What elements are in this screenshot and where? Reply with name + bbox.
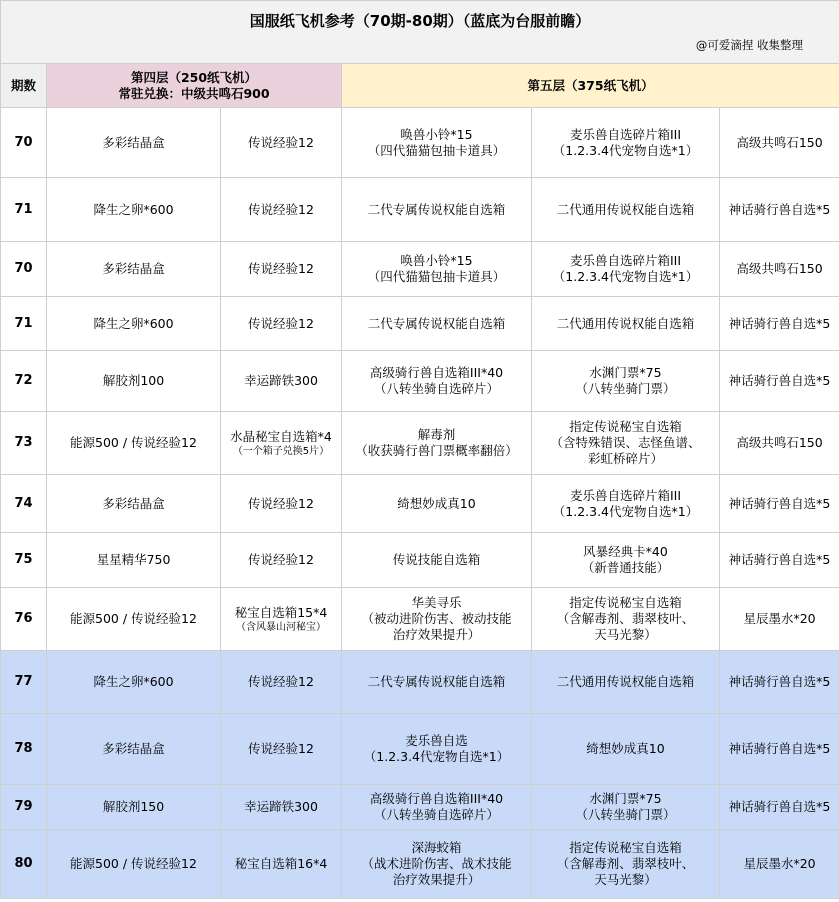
cell-text-line: 秘宝自选箱15*4 [234, 604, 328, 620]
cell-text-line: （含解毒剂、翡翠枝叶、 [556, 611, 695, 626]
layer5-reward-b-cell [532, 108, 720, 178]
cell-text-line: 神话骑行兽自选*5 [728, 495, 831, 511]
cell-text-line: 麦乐兽自选碎片箱III [569, 126, 682, 142]
layer4-reward-a-cell [47, 412, 221, 475]
table-row [1, 297, 839, 351]
layer5-reward-a-cell [342, 785, 532, 830]
layer5-reward-c-cell [720, 588, 839, 651]
cell-text-line: 二代通用传说权能自选箱 [556, 315, 695, 331]
cell-text-line: 神话骑行兽自选*5 [728, 552, 831, 567]
period-cell: 75 [1, 533, 47, 588]
cell-text-line: 指定传说秘宝自选箱 [569, 419, 682, 434]
table-row [1, 412, 839, 475]
cell-text-line: 神话骑行兽自选*5 [728, 741, 831, 756]
cell-text-line: （新普通技能） [581, 560, 670, 575]
page-title: 国服纸飞机参考（70期-80期）（蓝底为台服前瞻） [249, 12, 591, 30]
layer5-reward-c-cell [720, 475, 839, 533]
cell-text-line: 二代通用传说权能自选箱 [556, 201, 695, 217]
table-row [1, 830, 839, 899]
layer5-reward-c-cell [720, 108, 839, 178]
credit-text: @可爱滴捏 收集整理 [695, 38, 804, 52]
cell-text-line: （含解毒剂、翡翠枝叶、 [556, 856, 695, 871]
layer5-reward-a-cell [342, 108, 532, 178]
cell-text-line: 幸运蹄铁300 [244, 799, 318, 814]
period-cell: 76 [1, 588, 47, 651]
layer5-reward-a-cell [342, 178, 532, 242]
cell-text-line: 麦乐兽自选 [405, 733, 468, 748]
cell-text-line: 二代通用传说权能自选箱 [556, 674, 695, 689]
cell-text-line: 多彩结晶盒 [102, 261, 165, 276]
layer5-reward-c-cell [720, 785, 839, 830]
cell-text-line: 彩虹桥碎片） [587, 451, 663, 466]
cell-text-line: 华美寻乐 [411, 595, 462, 610]
layer4-reward-b-cell [221, 830, 342, 899]
layer4-reward-a-cell [47, 178, 221, 242]
period-cell: 72 [1, 351, 47, 412]
layer5-reward-b-cell [532, 830, 720, 899]
layer5-reward-b-cell [532, 412, 720, 475]
cell-text-line: 解胶剂100 [102, 373, 165, 388]
layer5-reward-c-cell [720, 242, 839, 297]
layer5-reward-a-cell [342, 351, 532, 412]
cell-text-line: （含特殊错误、志怪鱼谱、 [550, 435, 701, 450]
layer4-reward-b-cell [221, 651, 342, 714]
cell-text-line: 高级共鸣石150 [736, 134, 823, 150]
cell-text-line: 水渊门票*75 [589, 365, 662, 380]
cell-text-line: 多彩结晶盒 [102, 741, 165, 756]
layer5-reward-a-cell [342, 297, 532, 351]
cell-text-line: 麦乐兽自选碎片箱III [569, 253, 682, 268]
cell-text-line: 传说经验12 [248, 315, 314, 331]
period-cell: 77 [1, 651, 47, 714]
cell-text-line: 神话骑行兽自选*5 [728, 674, 831, 689]
table-row [1, 178, 839, 242]
layer5-reward-c-cell [720, 297, 839, 351]
layer4-reward-b-cell [221, 351, 342, 412]
layer5-reward-b-cell [532, 297, 720, 351]
layer4-reward-b-cell [221, 242, 342, 297]
cell-text-line: （八转坐骑门票） [575, 807, 676, 822]
cell-text-line: 神话骑行兽自选*5 [728, 201, 831, 217]
table-row [1, 651, 839, 714]
period-cell: 78 [1, 714, 47, 785]
layer5-reward-b-cell [532, 714, 720, 785]
layer4-reward-a-cell [47, 297, 221, 351]
layer4-reward-b-cell [221, 785, 342, 830]
header-layer4 [47, 64, 342, 108]
layer5-reward-c-cell [720, 714, 839, 785]
cell-text-line: 高级骑行兽自选箱III*40 [369, 791, 504, 806]
period-cell: 71 [1, 297, 47, 351]
cell-text-line: 二代专属传说权能自选箱 [367, 674, 506, 689]
cell-text-line: 多彩结晶盒 [102, 495, 165, 511]
cell-text-line: 唤兽小铃*15 [400, 253, 473, 268]
table-row [1, 475, 839, 533]
cell-text-line: 指定传说秘宝自选箱 [569, 595, 682, 610]
layer5-reward-b-cell [532, 178, 720, 242]
layer4-reward-a-cell [47, 108, 221, 178]
cell-text-line: （1.2.3.4代宠物自选*1） [363, 749, 510, 764]
table-row [1, 714, 839, 785]
layer5-reward-b-cell [532, 533, 720, 588]
cell-text-line: 治疗效果提升） [392, 872, 481, 887]
layer4-reward-b-cell [221, 178, 342, 242]
layer5-reward-a-cell [342, 242, 532, 297]
layer4-reward-b-cell [221, 475, 342, 533]
cell-text-line: 秘宝自选箱16*4 [234, 856, 328, 871]
cell-text-line: 降生之卵*600 [93, 674, 174, 689]
layer4-reward-b-cell [221, 108, 342, 178]
header-layer4-title: 第四层（250纸飞机） [130, 69, 258, 85]
layer5-reward-a-cell [342, 651, 532, 714]
cell-text-line: 唤兽小铃*15 [400, 126, 473, 142]
cell-text-line: 深海蛟箱 [411, 840, 462, 855]
cell-text-line: 水晶秘宝自选箱*4 [230, 428, 332, 444]
cell-text-line: 传说经验12 [248, 261, 314, 276]
layer4-reward-a-cell [47, 475, 221, 533]
cell-text-line: 传说经验12 [248, 741, 314, 756]
cell-text-line: （收获骑行兽门票概率翻倍） [355, 443, 518, 458]
layer4-reward-a-cell [47, 714, 221, 785]
header-period: 期数 [1, 64, 47, 108]
cell-text-line: 解毒剂 [417, 427, 456, 442]
layer5-reward-b-cell [532, 475, 720, 533]
cell-text-line: 降生之卵*600 [93, 201, 174, 217]
layer4-reward-a-cell [47, 351, 221, 412]
layer4-reward-a-cell [47, 242, 221, 297]
layer4-reward-b-cell [221, 714, 342, 785]
cell-text-line: 能源500 / 传说经验12 [70, 611, 197, 626]
table-row [1, 351, 839, 412]
cell-text-line: （四代猫猫包抽卡道具） [367, 269, 506, 284]
layer4-reward-a-cell [47, 830, 221, 899]
cell-text-line: （战术进阶伤害、战术技能 [361, 856, 512, 871]
cell-text-line: 天马光黎） [594, 627, 657, 642]
cell-text-line: （1.2.3.4代宠物自选*1） [552, 269, 699, 284]
cell-text-line: 传说技能自选箱 [392, 552, 481, 567]
cell-text-line: 绮想妙成真10 [397, 495, 476, 511]
header-layer4-subtitle: 常驻兑换：中级共鸣石900 [118, 85, 270, 101]
cell-text-line: 星辰墨水*20 [743, 856, 816, 871]
layer5-reward-b-cell [532, 588, 720, 651]
layer5-reward-b-cell [532, 242, 720, 297]
layer5-reward-c-cell [720, 651, 839, 714]
cell-text-line: 指定传说秘宝自选箱 [569, 840, 682, 855]
layer4-reward-a-cell [47, 651, 221, 714]
layer5-reward-b-cell [532, 351, 720, 412]
period-cell: 70 [1, 108, 47, 178]
cell-text-line: 能源500 / 传说经验12 [70, 856, 197, 871]
cell-text-line: 传说经验12 [248, 134, 314, 150]
layer5-reward-c-cell [720, 178, 839, 242]
cell-text-line: 传说经验12 [248, 674, 314, 689]
cell-text-line: 二代专属传说权能自选箱 [367, 201, 506, 217]
layer4-reward-a-cell [47, 785, 221, 830]
layer4-reward-a-cell [47, 533, 221, 588]
cell-text-line: 高级骑行兽自选箱III*40 [369, 365, 504, 380]
cell-text-line: 二代专属传说权能自选箱 [367, 315, 506, 331]
layer5-reward-b-cell [532, 651, 720, 714]
table-row [1, 785, 839, 830]
cell-text-line: （1.2.3.4代宠物自选*1） [552, 142, 699, 158]
layer5-reward-c-cell [720, 830, 839, 899]
layer4-reward-b-cell [221, 588, 342, 651]
cell-text-line: 星星精华750 [96, 552, 171, 567]
cell-text-line: 幸运蹄铁300 [244, 373, 318, 388]
cell-text-line: 神话骑行兽自选*5 [728, 315, 831, 331]
layer5-reward-c-cell [720, 351, 839, 412]
cell-text-line: 传说经验12 [248, 495, 314, 511]
period-cell: 73 [1, 412, 47, 475]
table-row [1, 588, 839, 651]
cell-text-line: 传说经验12 [248, 201, 314, 217]
layer4-reward-b-cell [221, 297, 342, 351]
period-cell: 70 [1, 242, 47, 297]
cell-text-line: 多彩结晶盒 [102, 134, 165, 150]
cell-text-line: （八转坐骑自选碎片） [373, 807, 499, 822]
cell-text-line: （八转坐骑自选碎片） [373, 381, 499, 396]
cell-text-line: （被动进阶伤害、被动技能 [361, 611, 512, 626]
table-row [1, 108, 839, 178]
layer5-reward-a-cell [342, 475, 532, 533]
cell-text-line: 治疗效果提升） [392, 627, 481, 642]
period-cell: 74 [1, 475, 47, 533]
layer5-reward-a-cell [342, 714, 532, 785]
period-cell: 71 [1, 178, 47, 242]
cell-text-line: 传说经验12 [248, 552, 314, 567]
layer4-reward-b-cell [221, 533, 342, 588]
cell-text-line: 天马光黎） [594, 872, 657, 887]
table-row [1, 242, 839, 297]
cell-note: （一个箱子兑换5片） [232, 445, 330, 457]
table-row [1, 533, 839, 588]
layer5-reward-c-cell [720, 412, 839, 475]
cell-text-line: 高级共鸣石150 [736, 435, 823, 450]
cell-text-line: 麦乐兽自选碎片箱III [569, 487, 682, 503]
cell-note: （含风暴山河秘宝） [236, 621, 326, 633]
cell-text-line: 能源500 / 传说经验12 [70, 435, 197, 450]
cell-text-line: 星辰墨水*20 [743, 611, 816, 626]
cell-text-line: 绮想妙成真10 [586, 741, 665, 756]
cell-text-line: （1.2.3.4代宠物自选*1） [552, 503, 699, 519]
layer5-reward-c-cell [720, 533, 839, 588]
cell-text-line: 解胶剂150 [102, 799, 165, 814]
cell-text-line: 神话骑行兽自选*5 [728, 799, 831, 814]
cell-text-line: （八转坐骑门票） [575, 381, 676, 396]
layer4-reward-b-cell [221, 412, 342, 475]
layer4-reward-a-cell [47, 588, 221, 651]
period-cell: 79 [1, 785, 47, 830]
header-layer5: 第五层（375纸飞机） [342, 64, 839, 108]
cell-text-line: 高级共鸣石150 [736, 261, 823, 276]
layer5-reward-a-cell [342, 533, 532, 588]
cell-text-line: 神话骑行兽自选*5 [728, 373, 831, 388]
title-banner [1, 1, 839, 64]
cell-text-line: （四代猫猫包抽卡道具） [367, 142, 506, 158]
layer5-reward-b-cell [532, 785, 720, 830]
cell-text-line: 风暴经典卡*40 [583, 544, 668, 559]
layer5-reward-a-cell [342, 412, 532, 475]
period-cell: 80 [1, 830, 47, 899]
layer5-reward-a-cell [342, 588, 532, 651]
cell-text-line: 降生之卵*600 [93, 315, 174, 331]
layer5-reward-a-cell [342, 830, 532, 899]
cell-text-line: 水渊门票*75 [589, 791, 662, 806]
